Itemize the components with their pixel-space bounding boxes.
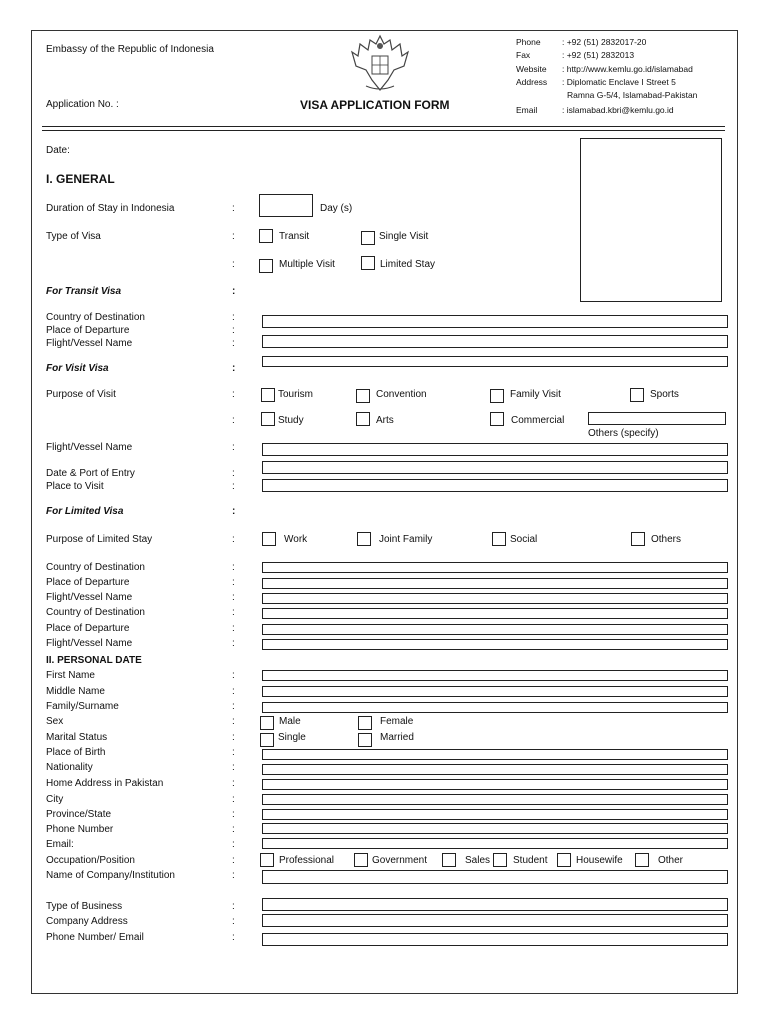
female-checkbox[interactable] bbox=[358, 716, 372, 730]
colon: : bbox=[232, 732, 235, 743]
duration-days-input[interactable] bbox=[259, 194, 313, 217]
home-address-label: Home Address in Pakistan bbox=[46, 778, 164, 789]
nationality-input[interactable] bbox=[262, 764, 728, 775]
general-heading: I. GENERAL bbox=[46, 172, 115, 186]
colon: : bbox=[232, 231, 235, 242]
phone-input[interactable] bbox=[262, 823, 728, 834]
tourism-checkbox[interactable] bbox=[261, 388, 275, 402]
purpose-label: Purpose of Visit bbox=[46, 389, 116, 400]
professional-checkbox[interactable] bbox=[260, 853, 274, 867]
colon: : bbox=[232, 839, 235, 850]
contact-address-label: Address bbox=[516, 77, 548, 87]
housewife-checkbox[interactable] bbox=[557, 853, 571, 867]
limited-field-label: Place of Departure bbox=[46, 623, 130, 634]
colon: : bbox=[232, 916, 235, 927]
garuda-emblem-icon bbox=[350, 32, 410, 94]
limited-field-input[interactable] bbox=[262, 562, 728, 573]
transit-heading: For Transit Visa bbox=[46, 286, 122, 297]
colon: : bbox=[232, 932, 235, 943]
visit-extra-input[interactable] bbox=[262, 356, 728, 367]
transit-checkbox[interactable] bbox=[259, 229, 273, 243]
colon: : bbox=[232, 325, 235, 336]
limited-field-label: Country of Destination bbox=[46, 562, 145, 573]
visit-entry-input[interactable] bbox=[262, 461, 728, 474]
contact-phone-value: : +92 (51) 2832017-20 bbox=[562, 37, 647, 47]
province-label: Province/State bbox=[46, 809, 112, 820]
sex-label: Sex bbox=[46, 716, 64, 727]
middle-name-input[interactable] bbox=[262, 686, 728, 697]
first-name-label: First Name bbox=[46, 670, 95, 681]
colon: : bbox=[232, 855, 235, 866]
limited-field-label: Place of Departure bbox=[46, 577, 130, 588]
other-checkbox[interactable] bbox=[635, 853, 649, 867]
visit-entry-label: Date & Port of Entry bbox=[46, 468, 135, 479]
government-label: Government bbox=[372, 855, 428, 866]
multiple-visit-checkbox[interactable] bbox=[259, 259, 273, 273]
form-title: VISA APPLICATION FORM bbox=[300, 98, 450, 112]
city-label: City bbox=[46, 794, 64, 805]
colon: : bbox=[232, 259, 235, 270]
personal-heading: II. PERSONAL DATE bbox=[46, 655, 142, 666]
others-specify-input[interactable] bbox=[588, 412, 726, 425]
transit-flight-label: Flight/Vessel Name bbox=[46, 338, 133, 349]
colon: : bbox=[232, 338, 235, 349]
colon: : bbox=[232, 607, 235, 618]
arts-checkbox[interactable] bbox=[356, 412, 370, 426]
social-checkbox[interactable] bbox=[492, 532, 506, 546]
convention-checkbox[interactable] bbox=[356, 389, 370, 403]
company-input[interactable] bbox=[262, 870, 728, 884]
visit-place-label: Place to Visit bbox=[46, 481, 104, 492]
colon: : bbox=[232, 747, 235, 758]
header-rule-bottom bbox=[42, 130, 725, 131]
occupation-label: Occupation/Position bbox=[46, 855, 135, 866]
colon: : bbox=[232, 670, 235, 681]
visit-flight-input[interactable] bbox=[262, 443, 728, 456]
others-specify-label: Others (specify) bbox=[588, 428, 659, 439]
company-label: Name of Company/Institution bbox=[46, 870, 175, 881]
colon: : bbox=[232, 534, 235, 545]
colon: : bbox=[232, 389, 235, 400]
colon: : bbox=[232, 312, 235, 323]
days-label: Day (s) bbox=[320, 203, 353, 214]
professional-label: Professional bbox=[279, 855, 335, 866]
limited-stay-checkbox[interactable] bbox=[361, 256, 375, 270]
study-label: Study bbox=[278, 415, 304, 426]
company-address-input[interactable] bbox=[262, 914, 728, 927]
male-label: Male bbox=[279, 716, 301, 727]
tourism-label: Tourism bbox=[278, 389, 314, 400]
type-of-visa-label: Type of Visa bbox=[46, 231, 101, 242]
colon: : bbox=[232, 901, 235, 912]
colon: : bbox=[232, 577, 235, 588]
colon: : bbox=[232, 824, 235, 835]
contact-email-label: Email bbox=[516, 105, 538, 115]
government-checkbox[interactable] bbox=[354, 853, 368, 867]
work-checkbox[interactable] bbox=[262, 532, 276, 546]
others-label: Others bbox=[651, 534, 682, 545]
colon: : bbox=[232, 468, 235, 479]
limited-field-label: Country of Destination bbox=[46, 607, 145, 618]
application-no-label: Application No. : bbox=[46, 99, 119, 110]
email-input[interactable] bbox=[262, 838, 728, 849]
visit-heading: For Visit Visa bbox=[46, 363, 109, 374]
single-checkbox[interactable] bbox=[260, 733, 274, 747]
limited-field-input[interactable] bbox=[262, 624, 728, 635]
sports-label: Sports bbox=[650, 389, 679, 400]
colon: : bbox=[232, 870, 235, 881]
joint-family-checkbox[interactable] bbox=[357, 532, 371, 546]
contact-address-value1: : Diplomatic Enclave I Street 5 bbox=[562, 77, 676, 87]
limited-heading: For Limited Visa bbox=[46, 506, 124, 517]
housewife-label: Housewife bbox=[576, 855, 623, 866]
colon: : bbox=[232, 638, 235, 649]
limited-stay-label: Limited Stay bbox=[380, 259, 436, 270]
province-input[interactable] bbox=[262, 809, 728, 820]
nationality-label: Nationality bbox=[46, 762, 93, 773]
convention-label: Convention bbox=[376, 389, 427, 400]
company-phone-label: Phone Number/ Email bbox=[46, 932, 144, 943]
duration-label: Duration of Stay in Indonesia bbox=[46, 203, 175, 214]
single-visit-label: Single Visit bbox=[379, 231, 429, 242]
photo-box[interactable] bbox=[580, 138, 722, 302]
contact-fax-value: : +92 (51) 2832013 bbox=[562, 50, 635, 60]
colon: : bbox=[232, 623, 235, 634]
limited-field-label: Flight/Vessel Name bbox=[46, 592, 133, 603]
home-address-input[interactable] bbox=[262, 779, 728, 790]
sports-checkbox[interactable] bbox=[630, 388, 644, 402]
contact-phone-label: Phone bbox=[516, 37, 541, 47]
transit-country-label: Country of Destination bbox=[46, 312, 145, 323]
other-label: Other bbox=[658, 855, 684, 866]
student-label: Student bbox=[513, 855, 548, 866]
city-input[interactable] bbox=[262, 794, 728, 805]
arts-label: Arts bbox=[376, 415, 394, 426]
visit-flight-label: Flight/Vessel Name bbox=[46, 442, 133, 453]
business-type-label: Type of Business bbox=[46, 901, 123, 912]
colon: : bbox=[232, 794, 235, 805]
business-type-input[interactable] bbox=[262, 898, 728, 911]
student-checkbox[interactable] bbox=[493, 853, 507, 867]
middle-name-label: Middle Name bbox=[46, 686, 105, 697]
colon: : bbox=[232, 506, 236, 517]
colon: : bbox=[232, 286, 236, 297]
limited-field-input[interactable] bbox=[262, 608, 728, 619]
colon: : bbox=[232, 481, 235, 492]
date-label: Date: bbox=[46, 145, 70, 156]
colon: : bbox=[232, 562, 235, 573]
married-checkbox[interactable] bbox=[358, 733, 372, 747]
surname-label: Family/Surname bbox=[46, 701, 119, 712]
colon: : bbox=[232, 716, 235, 727]
male-checkbox[interactable] bbox=[260, 716, 274, 730]
phone-label: Phone Number bbox=[46, 824, 114, 835]
company-phone-input[interactable] bbox=[262, 933, 728, 946]
birth-place-label: Place of Birth bbox=[46, 747, 106, 758]
colon: : bbox=[232, 809, 235, 820]
contact-website-label: Website bbox=[516, 64, 547, 74]
embassy-name: Embassy of the Republic of Indonesia bbox=[46, 44, 214, 55]
email-label: Email: bbox=[46, 839, 74, 850]
single-label: Single bbox=[278, 732, 306, 743]
social-label: Social bbox=[510, 534, 538, 545]
sales-label: Sales bbox=[465, 855, 491, 866]
surname-input[interactable] bbox=[262, 702, 728, 713]
joint-family-label: Joint Family bbox=[379, 534, 433, 545]
transit-departure-label: Place of Departure bbox=[46, 325, 130, 336]
work-label: Work bbox=[284, 534, 308, 545]
single-visit-checkbox[interactable] bbox=[361, 231, 375, 245]
colon: : bbox=[232, 363, 236, 374]
birth-place-input[interactable] bbox=[262, 749, 728, 760]
visit-place-input[interactable] bbox=[262, 479, 728, 492]
transit-country-input[interactable] bbox=[262, 315, 728, 328]
limited-field-input[interactable] bbox=[262, 593, 728, 604]
colon: : bbox=[232, 415, 235, 426]
sales-checkbox[interactable] bbox=[442, 853, 456, 867]
colon: : bbox=[232, 762, 235, 773]
commercial-checkbox[interactable] bbox=[490, 412, 504, 426]
limited-field-label: Flight/Vessel Name bbox=[46, 638, 133, 649]
study-checkbox[interactable] bbox=[261, 412, 275, 426]
header-rule-top bbox=[42, 126, 725, 127]
marital-label: Marital Status bbox=[46, 732, 108, 743]
colon: : bbox=[232, 203, 235, 214]
contact-email-value: : islamabad.kbri@kemlu.go.id bbox=[562, 105, 674, 115]
limited-field-input[interactable] bbox=[262, 639, 728, 650]
others-checkbox[interactable] bbox=[631, 532, 645, 546]
contact-website-value: : http://www.kemlu.go.id/islamabad bbox=[562, 64, 693, 74]
contact-address-value2: Ramna G-5/4, Islamabad-Pakistan bbox=[567, 90, 698, 100]
family-visit-label: Family Visit bbox=[510, 389, 561, 400]
limited-purpose-label: Purpose of Limited Stay bbox=[46, 534, 153, 545]
family-visit-checkbox[interactable] bbox=[490, 389, 504, 403]
female-label: Female bbox=[380, 716, 414, 727]
colon: : bbox=[232, 778, 235, 789]
first-name-input[interactable] bbox=[262, 670, 728, 681]
contact-fax-label: Fax bbox=[516, 50, 531, 60]
multiple-visit-label: Multiple Visit bbox=[279, 259, 335, 270]
colon: : bbox=[232, 592, 235, 603]
transit-flight-input[interactable] bbox=[262, 335, 728, 348]
colon: : bbox=[232, 686, 235, 697]
transit-label: Transit bbox=[279, 231, 310, 242]
colon: : bbox=[232, 701, 235, 712]
colon: : bbox=[232, 442, 235, 453]
company-address-label: Company Address bbox=[46, 916, 128, 927]
married-label: Married bbox=[380, 732, 414, 743]
commercial-label: Commercial bbox=[511, 415, 565, 426]
limited-field-input[interactable] bbox=[262, 578, 728, 589]
